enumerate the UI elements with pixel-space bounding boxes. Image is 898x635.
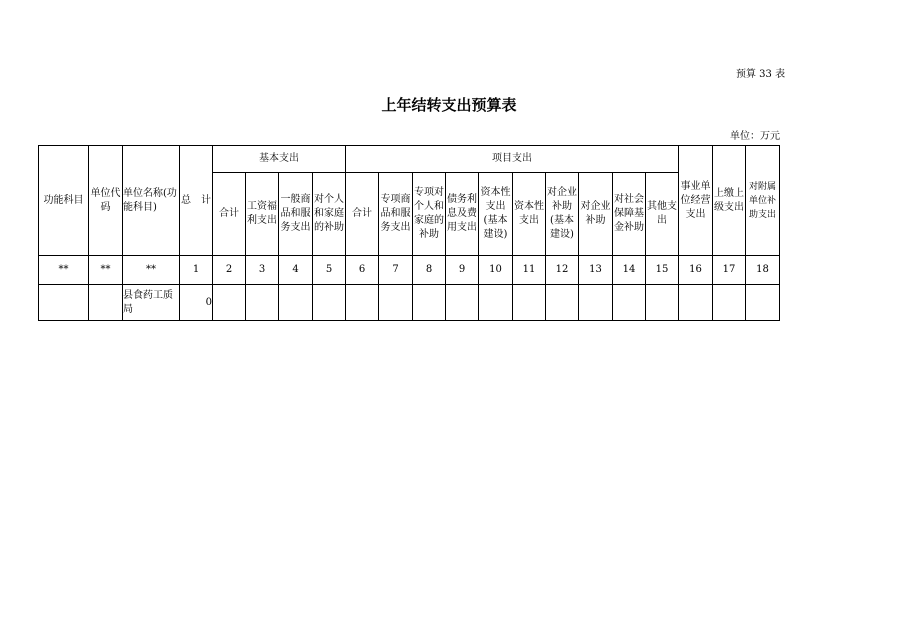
- index-cell: 10: [479, 256, 513, 285]
- table-cell: [246, 285, 279, 321]
- index-cell: 18: [746, 256, 780, 285]
- cell-total: 0: [180, 285, 213, 321]
- page-title: 上年结转支出预算表: [381, 96, 517, 114]
- header-basic-expenditure: 基本支出: [213, 146, 346, 173]
- table-cell: [713, 285, 746, 321]
- header-enterprise: 对企业补助: [579, 173, 613, 256]
- index-cell: 13: [579, 256, 613, 285]
- index-cell: 2: [213, 256, 246, 285]
- index-cell: 14: [613, 256, 646, 285]
- index-cell: 5: [313, 256, 346, 285]
- index-cell: 17: [713, 256, 746, 285]
- header-unit-code: 单位代码: [89, 146, 123, 256]
- index-cell: **: [123, 256, 180, 285]
- index-cell: **: [39, 256, 89, 285]
- form-number: 预算 33 表: [736, 69, 786, 80]
- header-enterprise-build: 对企业补助(基本建设): [546, 173, 579, 256]
- table-cell: [746, 285, 780, 321]
- header-debt-interest: 债务利息及费用支出: [446, 173, 479, 256]
- table-cell: [346, 285, 379, 321]
- header-personal-subsidy: 对个人和家庭的补助: [313, 173, 346, 256]
- table-cell: [379, 285, 413, 321]
- table-cell: [546, 285, 579, 321]
- index-row: [39, 256, 780, 285]
- index-cell: 8: [413, 256, 446, 285]
- header-other: 其他支出: [646, 173, 679, 256]
- index-cell: 11: [513, 256, 546, 285]
- index-cell: 12: [546, 256, 579, 285]
- table-cell: [513, 285, 546, 321]
- header-basic-total: 合计: [213, 173, 246, 256]
- index-cell: 7: [379, 256, 413, 285]
- header-special-personal: 专项对个人和家庭的补助: [413, 173, 446, 256]
- header-capital-build: 资本性支出(基本建设): [479, 173, 513, 256]
- table-cell: [646, 285, 679, 321]
- header-func-subject: 功能科目: [39, 146, 89, 256]
- header-upper-payment: 上缴上级支出: [713, 146, 746, 256]
- index-cell: 4: [279, 256, 313, 285]
- index-cell: 1: [180, 256, 213, 285]
- table-cell: [679, 285, 713, 321]
- table-cell: [446, 285, 479, 321]
- budget-table: [38, 145, 780, 321]
- index-cell: 3: [246, 256, 279, 285]
- header-special-goods: 专项商品和服务支出: [379, 173, 413, 256]
- table-cell: [413, 285, 446, 321]
- index-cell: 6: [346, 256, 379, 285]
- table-row: [39, 285, 780, 321]
- header-subsidiary-subsidy: 对附属单位补助支出: [746, 146, 780, 256]
- header-project-total: 合计: [346, 173, 379, 256]
- header-wage-welfare: 工资福利支出: [246, 173, 279, 256]
- header-social-security: 对社会保障基金补助: [613, 173, 646, 256]
- unit-label: 单位：万元: [730, 131, 780, 142]
- header-capital: 资本性支出: [513, 173, 546, 256]
- cell-unit-name: 县食药工质局: [123, 285, 180, 321]
- table-cell: [579, 285, 613, 321]
- table-cell: [313, 285, 346, 321]
- index-cell: 16: [679, 256, 713, 285]
- index-cell: 15: [646, 256, 679, 285]
- header-goods-services: 一般商品和服务支出: [279, 173, 313, 256]
- index-cell: **: [89, 256, 123, 285]
- header-total: 总 计: [180, 146, 213, 256]
- index-cell: 9: [446, 256, 479, 285]
- cell-unit-code: [89, 285, 123, 321]
- table-cell: [613, 285, 646, 321]
- cell-func-subject: [39, 285, 89, 321]
- table-cell: [479, 285, 513, 321]
- table-cell: [213, 285, 246, 321]
- header-unit-name: 单位名称(功能科目): [123, 146, 180, 256]
- header-project-expenditure: 项目支出: [346, 146, 679, 173]
- header-business-operation: 事业单位经营支出: [679, 146, 713, 256]
- table-cell: [279, 285, 313, 321]
